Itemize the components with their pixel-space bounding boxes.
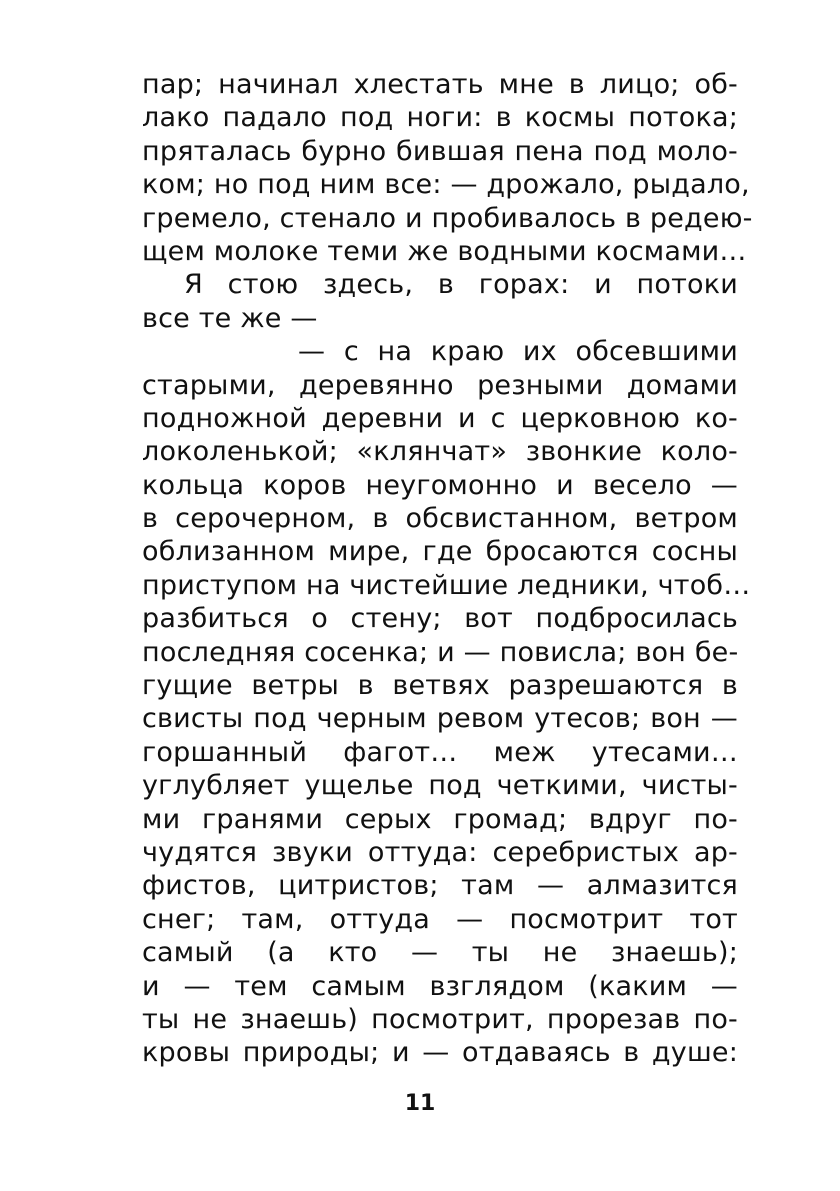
text-line: ми гранями серых громад; вдруг по- (142, 803, 738, 835)
text-line: — с на краю их обсевшими (298, 336, 738, 368)
text-line: фистов, цитристов; там — алмазится (142, 870, 738, 902)
page-number: 11 (404, 1091, 436, 1116)
text-line: свисты под черным ревом утесов; вон — (142, 703, 738, 735)
text-line: кольца коров неугомонно и весело — (142, 469, 738, 501)
text-line: самый (а кто — ты не знаешь); (142, 937, 738, 969)
text-line: локоленькой; «клянчат» звонкие коло- (142, 436, 738, 468)
text-line: разбиться о стену; вот подбросилась (142, 603, 738, 635)
text-line: горшанный фагот… меж утесами… (142, 736, 738, 768)
text-line: облизанном мире, где бросаются сосны (142, 536, 738, 568)
text-line: кровы природы; и — отдаваясь в душе: (142, 1037, 738, 1069)
text-line: Я стою здесь, в горах: и потоки (184, 269, 738, 301)
text-line: ком; но под ним все: — дрожало, рыдало, (142, 169, 750, 201)
text-line: пряталась бурно бившая пена под моло- (142, 135, 738, 167)
text-line: лако падало под ноги: в космы потока; (142, 102, 738, 134)
text-line: старыми, деревянно резными домами (142, 369, 738, 401)
text-line: гущие ветры в ветвях разрешаются в (142, 670, 738, 702)
text-line: последняя сосенка; и — повисла; вон бе- (142, 636, 739, 668)
text-line: снег; там, оттуда — посмотрит тот (142, 903, 738, 935)
text-line: в серочерном, в обсвистанном, ветром (142, 503, 738, 535)
text-line: и — тем самым взглядом (каким — (142, 970, 738, 1002)
text-line: приступом на чистейшие ледники, чтоб… (142, 569, 751, 601)
text-line: подножной деревни и с церковною ко- (142, 402, 738, 434)
text-line: все те же — (142, 302, 318, 334)
text-line: углубляет ущелье под четкими, чисты- (142, 770, 738, 802)
text-line: ты не знаешь) посмотрит, прорезав по- (142, 1003, 738, 1035)
text-line: чудятся звуки оттуда: серебристых ар- (142, 836, 738, 868)
text-line: гремело, стенало и пробивалось в редею- (142, 202, 753, 234)
body-text (142, 68, 753, 1070)
text-line: пар; начинал хлестать мне в лицо; об- (142, 69, 738, 100)
text-line: щем молоке теми же водными космами… (142, 235, 747, 267)
